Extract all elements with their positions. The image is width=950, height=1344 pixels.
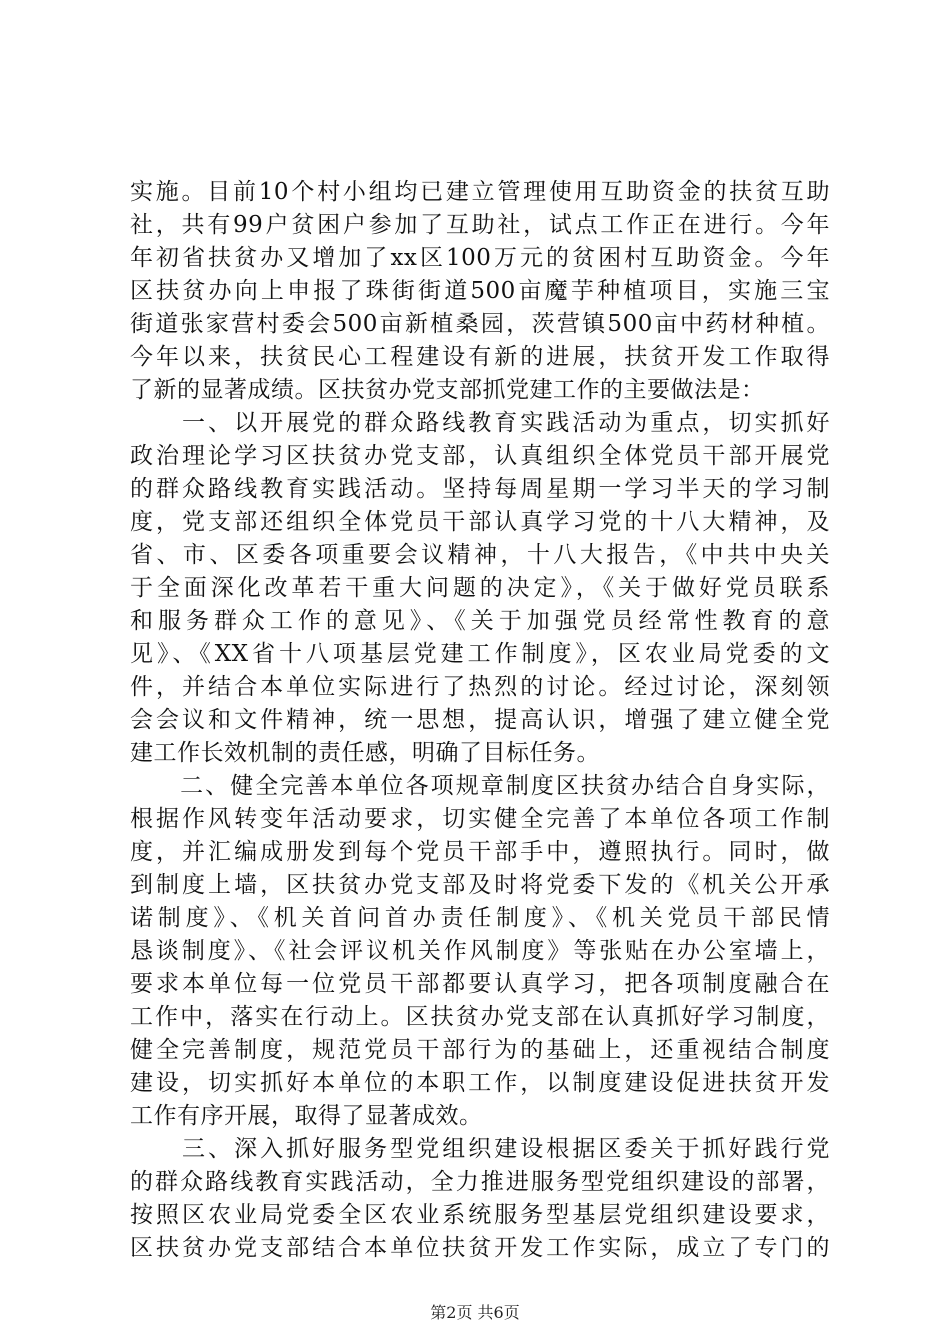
text-line: 社，共有99户贫困户参加了互助社，试点工作正在进行。今年 [130,212,830,238]
text-line: 根据作风转变年活动要求，切实健全完善了本单位各项工作制 [130,806,830,832]
text-line: 按照区农业局党委全区农业系统服务型基层党组织建设要求， [130,1202,830,1228]
text-line: 要求本单位每一位党员干部都要认真学习，把各项制度融合在 [130,971,830,997]
text-line: 省、市、区委各项重要会议精神，十八大报告，《中共中央关 [130,542,830,568]
text-line: 和服务群众工作的意见》、《关于加强党员经常性教育的意 [130,608,830,634]
text-line: 工作中，落实在行动上。区扶贫办党支部在认真抓好学习制度， [130,1004,830,1030]
text-line: 政治理论学习区扶贫办党支部，认真组织全体党员干部开展党 [130,443,830,469]
text-line: 工作有序开展，取得了显著成效。 [130,1103,483,1129]
text-line: 实施。目前10个村小组均已建立管理使用互助资金的扶贫互助 [130,179,830,205]
text-line: 度，党支部还组织全体党员干部认真学习党的十八大精神，及 [130,509,830,535]
text-line: 恳谈制度》、《社会评议机关作风制度》等张贴在办公室墙上， [130,938,830,964]
text-line: 会会议和文件精神，统一思想，提高认识，增强了建立健全党 [130,707,830,733]
text-line: 见》、《XX省十八项基层党建工作制度》，区农业局党委的文 [130,641,830,667]
text-line: 三、深入抓好服务型党组织建设根据区委关于抓好践行党 [130,1136,830,1162]
text-line: 区扶贫办党支部结合本单位扶贫开发工作实际，成立了专门的 [130,1235,830,1261]
text-line: 区扶贫办向上申报了珠街街道500亩魔芋种植项目，实施三宝 [130,278,830,304]
text-line: 件，并结合本单位实际进行了热烈的讨论。经过讨论，深刻领 [130,674,830,700]
text-line: 今年以来，扶贫民心工程建设有新的进展，扶贫开发工作取得 [130,344,830,370]
body-text [130,176,830,1265]
text-line: 年初省扶贫办又增加了xx区100万元的贫困村互助资金。今年 [130,245,830,271]
text-line: 二、健全完善本单位各项规章制度区扶贫办结合自身实际， [130,773,830,799]
text-line: 健全完善制度，规范党员干部行为的基础上，还重视结合制度 [130,1037,830,1063]
text-line: 的群众路线教育实践活动，全力推进服务型党组织建设的部署， [130,1169,830,1195]
text-line: 建工作长效机制的责任感，明确了目标任务。 [130,740,600,766]
page-footer: 第2页 共6页 [430,1303,520,1322]
text-line: 度，并汇编成册发到每个党员干部手中，遵照执行。同时，做 [130,839,830,865]
text-line: 到制度上墙，区扶贫办党支部及时将党委下发的《机关公开承 [130,872,830,898]
text-line: 一、以开展党的群众路线教育实践活动为重点，切实抓好 [130,410,830,436]
text-line: 了新的显著成绩。区扶贫办党支部抓党建工作的主要做法是： [130,377,765,403]
text-line: 的群众路线教育实践活动。坚持每周星期一学习半天的学习制 [130,476,830,502]
text-line: 诺制度》、《机关首问首办责任制度》、《机关党员干部民情 [130,905,830,931]
text-line: 建设，切实抓好本单位的本职工作，以制度建设促进扶贫开发 [130,1070,830,1096]
text-line: 于全面深化改革若干重大问题的决定》，《关于做好党员联系 [130,575,830,601]
text-line: 街道张家营村委会500亩新植桑园，茨营镇500亩中药材种植。 [130,311,830,337]
